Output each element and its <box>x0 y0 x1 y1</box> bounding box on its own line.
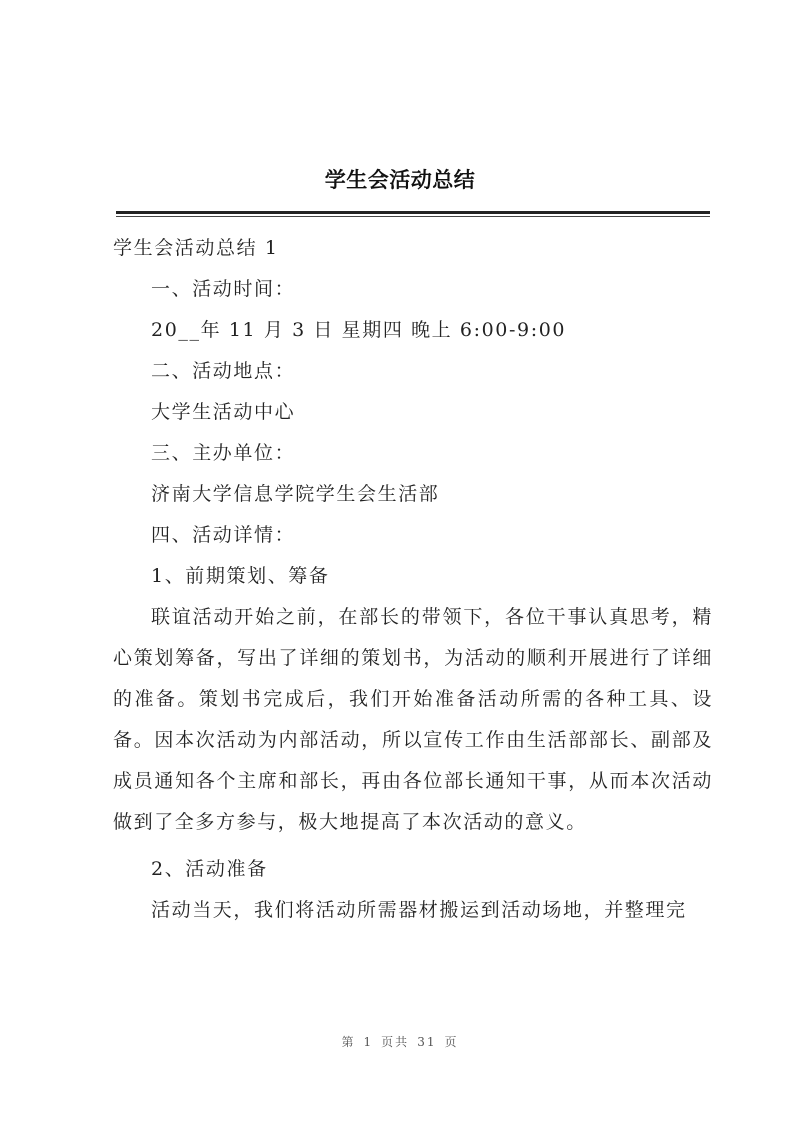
place-value: 大学生活动中心 <box>151 401 296 423</box>
document-body <box>113 228 713 931</box>
footer-page-suffix: 页 <box>444 1035 459 1049</box>
time-heading: 一、活动时间： <box>151 278 296 300</box>
title-divider <box>116 211 710 214</box>
title-divider-thin <box>116 216 710 217</box>
detail-2-heading: 2、活动准备 <box>151 858 268 880</box>
footer-page-of: 页共 <box>381 1035 410 1049</box>
place-heading: 二、活动地点： <box>151 360 296 382</box>
footer-page-label: 第 <box>341 1035 356 1049</box>
document-title: 学生会活动总结 <box>324 168 476 192</box>
organizer-heading: 三、主办单位： <box>151 442 296 464</box>
details-heading: 四、活动详情： <box>151 524 296 546</box>
detail-2-paragraph: 活动当天，我们将活动所需器材搬运到活动场地，并整理完 <box>151 899 687 921</box>
section-subtitle: 学生会活动总结 1 <box>113 237 279 259</box>
footer-page-number: 1 <box>363 1035 374 1049</box>
page-footer <box>0 1033 800 1050</box>
detail-1-paragraph: 联谊活动开始之前，在部长的带领下，各位干事认真思考，精心策划筹备，写出了详细的策划书，为活动的顺利开展进行了详细的准备。策划书完成后，我们开始准备活动所需的各种工具、设备。因本次活动为内部活动，所以宣传工作由生活部部长、副部及成员通知各个主席和部长，再由各位部长通知干事，从而本次活动做到了全多方参与，极大地提高了本次活动的意义。 <box>113 606 713 833</box>
footer-total-pages: 31 <box>417 1035 437 1049</box>
organizer-value: 济南大学信息学院学生会生活部 <box>151 483 440 505</box>
detail-1-heading: 1、前期策划、筹备 <box>151 565 330 587</box>
time-value: 20__年 11 月 3 日 星期四 晚上 6:00-9:00 <box>151 319 567 341</box>
